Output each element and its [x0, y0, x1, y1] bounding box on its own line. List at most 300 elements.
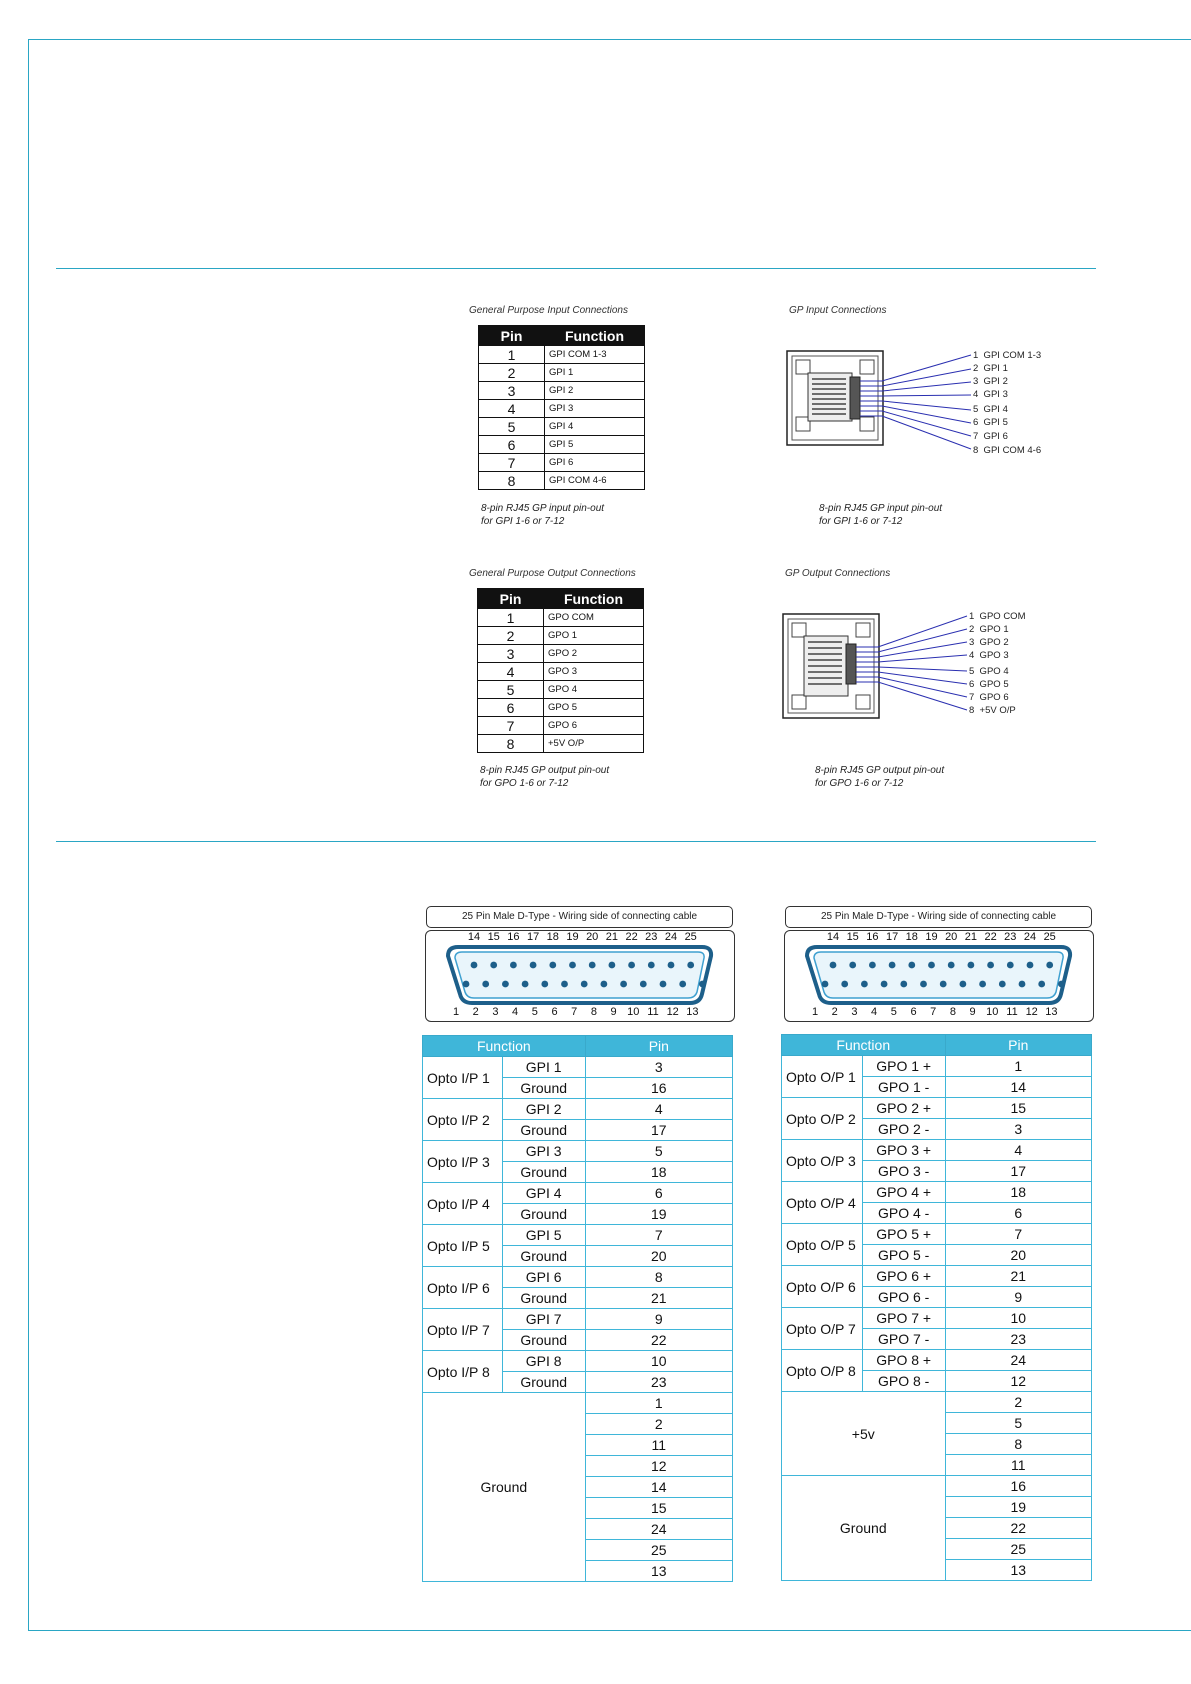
- signal-name: GPI 6: [502, 1267, 585, 1288]
- note-line: 8-pin RJ45 GP input pin-out: [481, 503, 605, 514]
- dtype-pin-icon: [920, 981, 927, 988]
- pin-number: 24: [945, 1350, 1091, 1371]
- pin-number: 3: [479, 382, 545, 400]
- dtype-pin-number: 17: [885, 931, 899, 943]
- dtype-pin-icon: [660, 981, 667, 988]
- table-row: [423, 1141, 733, 1162]
- pin-number: 1: [585, 1393, 732, 1414]
- pin-number: 25: [945, 1539, 1091, 1560]
- dtype-pin-number: 25: [1043, 931, 1056, 943]
- table-row: [479, 454, 645, 472]
- dtype-pin-number: 8: [949, 1006, 956, 1018]
- dtype-pin-icon: [581, 981, 588, 988]
- dtype-pin-number: 3: [851, 1006, 858, 1018]
- group-label: Opto I/P 3: [423, 1141, 503, 1183]
- signal-name: GPI 1: [502, 1057, 585, 1078]
- dtype-pin-number: 15: [487, 931, 500, 943]
- connector-pin-label: 3 GPO 2: [969, 637, 1009, 648]
- signal-name: Ground: [502, 1078, 585, 1099]
- dtype-pin-icon: [699, 981, 706, 988]
- dtype-pin-icon: [1019, 981, 1026, 988]
- pin-number: 2: [479, 364, 545, 382]
- connector-pin-label: 7 GPO 6: [969, 692, 1009, 703]
- dtype-pin-number: 20: [945, 931, 958, 943]
- pin-header: Pin: [585, 1036, 732, 1057]
- note-line: 8-pin RJ45 GP output pin-out: [480, 765, 610, 776]
- pin-number: 25: [585, 1540, 732, 1561]
- dtype-pin-number: 9: [969, 1006, 976, 1018]
- dtype-pin-number: 20: [586, 931, 599, 943]
- dtype-pin-number: 12: [1025, 1006, 1038, 1018]
- dtype-pin-icon: [541, 981, 548, 988]
- pin-function: GPI 3: [545, 400, 645, 418]
- connector-pin-label: 2 GPO 1: [969, 624, 1009, 635]
- dtype-pin-number: 4: [512, 1006, 519, 1018]
- table-row: [423, 1393, 733, 1414]
- dtype-pin-icon: [510, 962, 517, 969]
- connector-pin-label: 4 GPI 3: [973, 389, 1008, 400]
- gpi-table-caption: General Purpose Input Connections: [469, 305, 628, 316]
- table-row: [782, 1308, 1092, 1329]
- table-row: [478, 609, 644, 627]
- pin-number: 6: [479, 436, 545, 454]
- dtype-pin-number: 9: [610, 1006, 617, 1018]
- connector-pin-label: 6 GPI 5: [973, 417, 1008, 428]
- pin-function: GPO 1: [544, 627, 644, 645]
- section-divider: [56, 268, 1096, 269]
- pin-number: 12: [945, 1371, 1091, 1392]
- signal-name: GPO 6 -: [862, 1287, 945, 1308]
- dtype-pin-number: 4: [871, 1006, 878, 1018]
- group-label: Opto I/P 7: [423, 1309, 503, 1351]
- dtype-pin-number: 23: [645, 931, 658, 943]
- dtype-pin-icon: [1058, 981, 1065, 988]
- pin-number: 9: [585, 1309, 732, 1330]
- note-line: for GPO 1-6 or 7-12: [815, 778, 904, 789]
- signal-name: Ground: [502, 1372, 585, 1393]
- gpo-table-note: [480, 764, 609, 790]
- signal-name: GPO 7 -: [862, 1329, 945, 1350]
- pin-number: 24: [585, 1519, 732, 1540]
- dtype-pin-icon: [841, 981, 848, 988]
- connector-pin-label: 1 GPO COM: [969, 611, 1026, 622]
- dtype-pin-number: 13: [1045, 1006, 1058, 1018]
- pin-number: 22: [945, 1518, 1091, 1539]
- pin-number: 1: [478, 609, 544, 627]
- group-label: Ground: [423, 1393, 586, 1582]
- pin-function: GPI 4: [545, 418, 645, 436]
- dtype-pin-number: 7: [571, 1006, 578, 1018]
- dtype-pin-number: 5: [531, 1006, 538, 1018]
- dtype-pin-icon: [1038, 981, 1045, 988]
- signal-name: GPO 4 -: [862, 1203, 945, 1224]
- dtype-pin-number: 18: [905, 931, 918, 943]
- dtype-pin-icon: [900, 981, 907, 988]
- dtype-pin-icon: [1046, 962, 1053, 969]
- signal-name: GPO 7 +: [862, 1308, 945, 1329]
- dtype-pin-number: 2: [472, 1006, 479, 1018]
- signal-name: GPO 1 -: [862, 1077, 945, 1098]
- signal-name: GPO 1 +: [862, 1056, 945, 1077]
- group-label: Opto O/P 8: [782, 1350, 863, 1392]
- dtype-pin-number: 19: [566, 931, 579, 943]
- group-label: Opto I/P 8: [423, 1351, 503, 1393]
- pin-number: 6: [478, 699, 544, 717]
- table-row: [479, 472, 645, 490]
- dtype-pin-icon: [987, 962, 994, 969]
- table-row: [782, 1140, 1092, 1161]
- group-label: Opto I/P 6: [423, 1267, 503, 1309]
- gpo-connector-caption: GP Output Connections: [785, 568, 891, 579]
- dtype-pin-number: 12: [666, 1006, 679, 1018]
- group-label: Opto O/P 1: [782, 1056, 863, 1098]
- dtype-pin-number: 5: [890, 1006, 897, 1018]
- group-label: Opto O/P 7: [782, 1308, 863, 1350]
- pin-number: 13: [945, 1560, 1091, 1581]
- dtype-pin-number: 1: [452, 1006, 460, 1018]
- dtype-pin-number: 1: [811, 1006, 819, 1018]
- group-label: Opto I/P 2: [423, 1099, 503, 1141]
- table-row: [478, 735, 644, 753]
- pin-number: 5: [945, 1413, 1091, 1434]
- table-row: [423, 1267, 733, 1288]
- note-line: for GPO 1-6 or 7-12: [480, 778, 569, 789]
- group-label: Opto I/P 4: [423, 1183, 503, 1225]
- dtype-pin-icon: [960, 981, 967, 988]
- table-row: [478, 681, 644, 699]
- pin-function: GPO 6: [544, 717, 644, 735]
- note-line: for GPI 1-6 or 7-12: [819, 516, 903, 527]
- table-row: [423, 1057, 733, 1078]
- pin-number: 3: [945, 1119, 1091, 1140]
- dtype-pin-icon: [609, 962, 616, 969]
- table-row: [478, 627, 644, 645]
- rj45-connector-icon: [786, 345, 976, 465]
- table-row: [423, 1183, 733, 1204]
- table-row: [782, 1098, 1092, 1119]
- pin-function: +5V O/P: [544, 735, 644, 753]
- dtype-pin-number: 2: [831, 1006, 838, 1018]
- signal-name: GPI 5: [502, 1225, 585, 1246]
- dtype-pin-icon: [869, 962, 876, 969]
- pin-number: 18: [585, 1162, 732, 1183]
- gpi-pin-table: [478, 325, 645, 490]
- pin-header: Pin: [478, 589, 544, 609]
- function-header: Function: [782, 1035, 946, 1056]
- dtype-pin-icon: [968, 962, 975, 969]
- function-header: Function: [545, 326, 645, 346]
- pin-number: 23: [945, 1329, 1091, 1350]
- gpi-connector-note: [819, 502, 942, 528]
- signal-name: GPI 4: [502, 1183, 585, 1204]
- gpo-connector-note: [815, 764, 944, 790]
- pin-number: 22: [585, 1330, 732, 1351]
- dtype-pin-number: 14: [467, 931, 481, 943]
- group-label: Opto O/P 4: [782, 1182, 863, 1224]
- dtype-pin-number: 16: [507, 931, 520, 943]
- pin-number: 4: [945, 1140, 1091, 1161]
- group-label: Opto I/P 1: [423, 1057, 503, 1099]
- connector-pin-label: 3 GPI 2: [973, 376, 1008, 387]
- pin-function: GPI COM 4-6: [545, 472, 645, 490]
- signal-name: GPI 8: [502, 1351, 585, 1372]
- group-label: Opto O/P 5: [782, 1224, 863, 1266]
- pin-number: 2: [585, 1414, 732, 1435]
- dtype-pin-number: 10: [627, 1006, 640, 1018]
- pin-number: 21: [585, 1288, 732, 1309]
- dtype-pin-icon: [928, 962, 935, 969]
- dtype-pin-icon: [502, 981, 509, 988]
- dtype-pin-icon: [999, 981, 1006, 988]
- table-row: [423, 1309, 733, 1330]
- table-row: [423, 1225, 733, 1246]
- signal-name: GPO 3 +: [862, 1140, 945, 1161]
- dtype-pin-number: 7: [930, 1006, 937, 1018]
- pin-number: 7: [478, 717, 544, 735]
- pin-function: GPI COM 1-3: [545, 346, 645, 364]
- dtype-pin-icon: [881, 981, 888, 988]
- rj45-connector-icon: [782, 610, 972, 725]
- pin-number: 6: [945, 1203, 1091, 1224]
- pin-number: 10: [585, 1351, 732, 1372]
- pin-number: 17: [585, 1120, 732, 1141]
- pin-number: 8: [585, 1267, 732, 1288]
- pin-number: 9: [945, 1287, 1091, 1308]
- table-row: [782, 1224, 1092, 1245]
- dtype-pin-icon: [940, 981, 947, 988]
- opto-output-table: [781, 1034, 1092, 1581]
- signal-name: GPO 2 +: [862, 1098, 945, 1119]
- pin-number: 1: [479, 346, 545, 364]
- signal-name: Ground: [502, 1204, 585, 1225]
- pin-number: 8: [945, 1434, 1091, 1455]
- pin-number: 11: [585, 1435, 732, 1456]
- pin-number: 20: [585, 1246, 732, 1267]
- dtype-pin-number: 21: [964, 931, 978, 943]
- pin-number: 5: [585, 1141, 732, 1162]
- pin-function: GPO COM: [544, 609, 644, 627]
- pin-number: 4: [479, 400, 545, 418]
- signal-name: Ground: [502, 1246, 585, 1267]
- signal-name: GPI 7: [502, 1309, 585, 1330]
- dtype-pin-number: 19: [925, 931, 938, 943]
- dtype-pin-number: 16: [866, 931, 879, 943]
- dtype-title: 25 Pin Male D-Type - Wiring side of connecting cable: [785, 906, 1092, 928]
- signal-name: Ground: [502, 1288, 585, 1309]
- dtype-pin-icon: [889, 962, 896, 969]
- dtype-pin-number: 3: [492, 1006, 499, 1018]
- table-row: [423, 1351, 733, 1372]
- connector-pin-label: 8 GPI COM 4-6: [973, 445, 1042, 456]
- dtype-pin-number: 13: [686, 1006, 699, 1018]
- dtype-connector: [784, 930, 1094, 1022]
- table-row: [423, 1099, 733, 1120]
- table-row: [782, 1182, 1092, 1203]
- dtype-pin-number: 17: [526, 931, 540, 943]
- pin-number: 10: [945, 1308, 1091, 1329]
- dtype-pin-icon: [569, 962, 576, 969]
- connector-pin-label: 8 +5V O/P: [969, 705, 1016, 716]
- group-label: Ground: [782, 1476, 946, 1581]
- dtype-connector: [425, 930, 735, 1022]
- dtype-pin-number: 24: [664, 931, 678, 943]
- dtype-pin-icon: [471, 962, 478, 969]
- pin-number: 8: [478, 735, 544, 753]
- dtype-pin-icon: [861, 981, 868, 988]
- pin-number: 15: [945, 1098, 1091, 1119]
- dtype-pin-number: 22: [984, 931, 997, 943]
- dtype-pin-number: 8: [590, 1006, 597, 1018]
- pin-number: 15: [585, 1498, 732, 1519]
- dtype-pin-icon: [687, 962, 694, 969]
- connector-pin-label: 5 GPO 4: [969, 666, 1009, 677]
- pin-number: 7: [479, 454, 545, 472]
- pin-header: Pin: [479, 326, 545, 346]
- pin-number: 18: [945, 1182, 1091, 1203]
- pin-number: 3: [478, 645, 544, 663]
- opto-input-table: [422, 1035, 733, 1582]
- signal-name: GPO 3 -: [862, 1161, 945, 1182]
- pin-function: GPO 5: [544, 699, 644, 717]
- table-row: [479, 382, 645, 400]
- group-label: Opto I/P 5: [423, 1225, 503, 1267]
- signal-name: Ground: [502, 1120, 585, 1141]
- signal-name: GPO 5 +: [862, 1224, 945, 1245]
- table-row: [782, 1350, 1092, 1371]
- table-row: [782, 1392, 1092, 1413]
- pin-function: GPI 5: [545, 436, 645, 454]
- signal-name: GPO 6 +: [862, 1266, 945, 1287]
- function-header: Function: [423, 1036, 586, 1057]
- pin-number: 2: [478, 627, 544, 645]
- group-label: Opto O/P 6: [782, 1266, 863, 1308]
- pin-function: GPO 3: [544, 663, 644, 681]
- pin-number: 23: [585, 1372, 732, 1393]
- dtype-pin-number: 18: [546, 931, 559, 943]
- pin-header: Pin: [945, 1035, 1091, 1056]
- dtype-pin-number: 14: [826, 931, 840, 943]
- connector-pin-label: 5 GPI 4: [973, 404, 1008, 415]
- connector-pin-label: 6 GPO 5: [969, 679, 1009, 690]
- table-row: [479, 346, 645, 364]
- dtype-pin-number: 11: [647, 1006, 659, 1018]
- dtype-pin-icon: [620, 981, 627, 988]
- dtype-title: 25 Pin Male D-Type - Wiring side of connecting cable: [426, 906, 733, 928]
- signal-name: GPO 5 -: [862, 1245, 945, 1266]
- pin-number: 2: [945, 1392, 1091, 1413]
- frame-bottom-line: [28, 1630, 1191, 1631]
- dtype-pin-number: 21: [605, 931, 619, 943]
- dtype-pin-icon: [668, 962, 675, 969]
- pin-number: 12: [585, 1456, 732, 1477]
- table-row: [479, 400, 645, 418]
- table-row: [478, 663, 644, 681]
- signal-name: GPO 8 -: [862, 1371, 945, 1392]
- dtype-pin-icon: [830, 962, 837, 969]
- pin-number: 17: [945, 1161, 1091, 1182]
- pin-function: GPI 2: [545, 382, 645, 400]
- dtype-pin-icon: [849, 962, 856, 969]
- dtype-pin-number: 22: [625, 931, 638, 943]
- group-label: +5v: [782, 1392, 946, 1476]
- frame-top-line: [28, 39, 1191, 40]
- dtype-pin-number: 11: [1006, 1006, 1018, 1018]
- frame-left-line: [28, 39, 29, 1630]
- dtype-pin-icon: [1007, 962, 1014, 969]
- table-row: [479, 418, 645, 436]
- table-row: [479, 364, 645, 382]
- dtype-pin-icon: [522, 981, 529, 988]
- pin-number: 14: [585, 1477, 732, 1498]
- connector-pin-label: 1 GPI COM 1-3: [973, 350, 1042, 361]
- dtype-pin-icon: [908, 962, 915, 969]
- pin-number: 4: [585, 1099, 732, 1120]
- table-row: [478, 645, 644, 663]
- pin-number: 3: [585, 1057, 732, 1078]
- pin-function: GPI 1: [545, 364, 645, 382]
- pin-number: 7: [945, 1224, 1091, 1245]
- pin-number: 14: [945, 1077, 1091, 1098]
- dtype-pin-icon: [482, 981, 489, 988]
- connector-pin-label: 7 GPI 6: [973, 431, 1008, 442]
- dtype-pin-icon: [628, 962, 635, 969]
- table-row: [782, 1056, 1092, 1077]
- gpo-table-caption: General Purpose Output Connections: [469, 568, 636, 579]
- connector-pin-label: 2 GPI 1: [973, 363, 1008, 374]
- dtype-pin-icon: [640, 981, 647, 988]
- signal-name: GPI 3: [502, 1141, 585, 1162]
- dtype-pin-icon: [589, 962, 596, 969]
- signal-name: GPO 2 -: [862, 1119, 945, 1140]
- function-header: Function: [544, 589, 644, 609]
- pin-function: GPI 6: [545, 454, 645, 472]
- signal-name: GPO 8 +: [862, 1350, 945, 1371]
- dtype-pin-icon: [530, 962, 537, 969]
- signal-name: GPI 2: [502, 1099, 585, 1120]
- group-label: Opto O/P 3: [782, 1140, 863, 1182]
- pin-number: 1: [945, 1056, 1091, 1077]
- note-line: 8-pin RJ45 GP output pin-out: [815, 765, 945, 776]
- signal-name: Ground: [502, 1330, 585, 1351]
- dtype-pin-icon: [679, 981, 686, 988]
- note-line: 8-pin RJ45 GP input pin-out: [819, 503, 943, 514]
- pin-number: 7: [585, 1225, 732, 1246]
- dtype-pin-icon: [948, 962, 955, 969]
- dtype-pin-icon: [822, 981, 829, 988]
- table-row: [479, 436, 645, 454]
- pin-number: 5: [478, 681, 544, 699]
- note-line: for GPI 1-6 or 7-12: [481, 516, 565, 527]
- pin-number: 6: [585, 1183, 732, 1204]
- group-label: Opto O/P 2: [782, 1098, 863, 1140]
- pin-number: 8: [479, 472, 545, 490]
- dtype-pin-number: 23: [1004, 931, 1017, 943]
- dtype-pin-icon: [1027, 962, 1034, 969]
- dtype-pin-icon: [601, 981, 608, 988]
- dtype-pin-number: 10: [986, 1006, 999, 1018]
- pin-number: 11: [945, 1455, 1091, 1476]
- dtype-pin-icon: [648, 962, 655, 969]
- table-row: [782, 1266, 1092, 1287]
- dtype-pin-icon: [549, 962, 556, 969]
- dtype-pin-number: 6: [551, 1006, 558, 1018]
- pin-number: 13: [585, 1561, 732, 1582]
- dtype-pin-icon: [463, 981, 470, 988]
- pin-number: 4: [478, 663, 544, 681]
- pin-number: 19: [945, 1497, 1091, 1518]
- signal-name: GPO 4 +: [862, 1182, 945, 1203]
- gpi-table-note: [481, 502, 604, 528]
